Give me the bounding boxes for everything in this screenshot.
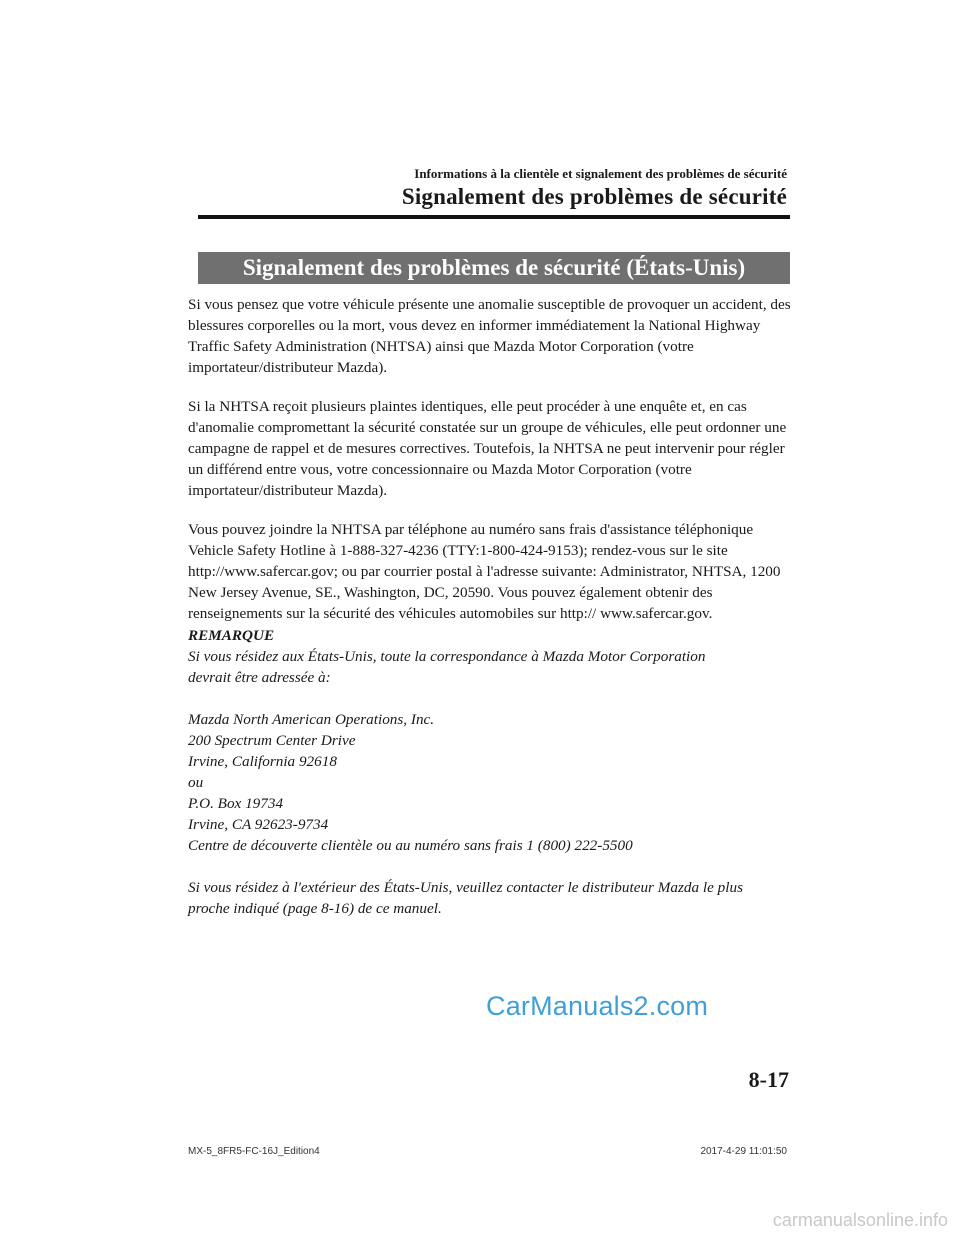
- paragraph-1: Si vous pensez que votre véhicule présente une anomalie susceptible de provoquer un accident, des blessures corporelles ou la mort, vous devez en informer immédiatement la National Highway Traffic Safety Administration (NHTSA) ainsi que Mazda Motor Corporation (votre importateur/distributeur Mazda).: [188, 296, 791, 376]
- address-line: Irvine, California 92618: [188, 753, 337, 770]
- address-line: Mazda North American Operations, Inc.: [188, 711, 435, 728]
- note-title: REMARQUE: [188, 627, 275, 644]
- header-divider: [198, 215, 790, 219]
- footer-timestamp: 2017-4-29 11:01:50: [700, 1146, 787, 1157]
- note-outro-line-2: proche indiqué (page 8-16) de ce manuel.: [188, 900, 442, 917]
- body-text: [188, 294, 798, 642]
- address-line: Centre de découverte clientèle ou au numéro sans frais 1 (800) 222-5500: [188, 837, 633, 854]
- paragraph-3: Vous pouvez joindre la NHTSA par téléphone au numéro sans frais d'assistance téléphonique Vehicle Safety Hotline à 1-888-327-4236 (TTY:1-800-424-9153); rendez-vous sur le site http://www.safercar.gov; ou par courrier postal à l'adresse suivante: Administrator, NHTSA, 1200 New Jersey Avenue, SE., Washington, DC, 20590. Vous pouvez également obtenir des renseignements sur la sécurité des véhicules automobiles sur http:// www.safercar.gov.: [188, 521, 781, 622]
- watermark-link[interactable]: CarManuals2.com: [486, 991, 709, 1021]
- footer-edition: MX-5_8FR5-FC-16J_Edition4: [188, 1146, 320, 1157]
- section-title: Signalement des problèmes de sécurité (États-Unis): [198, 252, 790, 284]
- address-line: ou: [188, 774, 204, 791]
- paragraph-2: Si la NHTSA reçoit plusieurs plaintes identiques, elle peut procéder à une enquête et, en cas d'anomalie compromettant la sécurité constatée sur un groupe de véhicules, elle peut ordonner une campagne de rappel et de mesures correctives. Toutefois, la NHTSA ne peut intervenir pour régler un différend entre vous, votre concessionnaire ou Mazda Motor Corporation (votre importateur/distributeur Mazda).: [188, 398, 787, 499]
- chapter-subtitle: Informations à la clientèle et signalement des problèmes de sécurité: [414, 166, 787, 181]
- note-outro-line-1: Si vous résidez à l'extérieur des États-Unis, veuillez contacter le distributeur Mazda le plus: [188, 879, 743, 896]
- address-line: P.O. Box 19734: [188, 795, 284, 812]
- footer-logo[interactable]: carmanualsonline.info: [772, 1210, 948, 1230]
- note-intro-line-2: devrait être adressée à:: [188, 669, 331, 686]
- address-line: 200 Spectrum Center Drive: [188, 732, 356, 749]
- note-block: [188, 625, 798, 919]
- address-line: Irvine, CA 92623-9734: [188, 816, 329, 833]
- note-intro-line-1: Si vous résidez aux États-Unis, toute la correspondance à Mazda Motor Corporation: [188, 648, 706, 665]
- chapter-title: Signalement des problèmes de sécurité: [401, 184, 787, 209]
- page-number: 8-17: [748, 1067, 789, 1092]
